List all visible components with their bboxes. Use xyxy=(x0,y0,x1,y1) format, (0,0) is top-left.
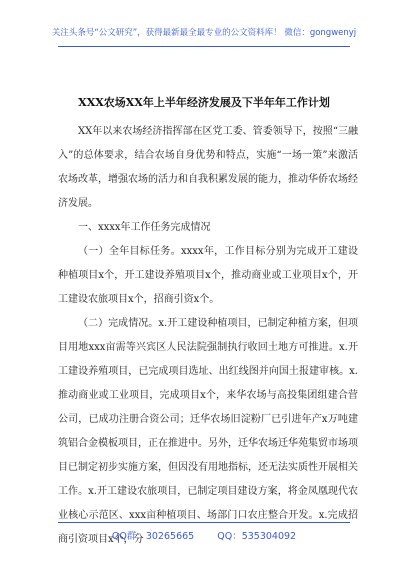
footer-contact xyxy=(0,528,408,542)
header-divider xyxy=(58,46,350,47)
section-heading: 一、xxxx年工作任务完成情况 xyxy=(78,222,211,233)
document-body xyxy=(58,120,358,552)
paragraph-progress: （二）完成情况。x.开工建设种植项目，已制定种植方案，但项目用地xxx亩需等兴宾区人民法院强制执行收回土地方可推进。x.开工建设养殖项目，已完成项目选址、出红线图并向国土报建审核。x.推动商业或工业项目，完成项目x个，来华农场与高投集团组建合营公司，已成功注册合资公司；迁华农场旧淀粉厂已引进年产x万吨建筑铝合金模板项目，正在推进中。另外，迁华农场迁华苑集贸市场项目已制定初步实施方案，但因没有用地指标，还无法实质性开展相关工作。x.开工建设农旅项目，已制定项目建设方案，将金凤凰现代农业核心示范区、xxx亩种植项目、场部门口农庄整合开发。x.完成招商引资项目x个，分 xyxy=(58,318,358,545)
header-banner: 关注头条号“公文研究”，获得最新最全最专业的公文资料库！ 微信：gongwenyj xyxy=(51,28,357,38)
paragraph-targets: （一）全年目标任务。xxxx年，工作目标分别为完成开工建设种植项目x个，开工建设养殖项目x个，推动商业或工业项目x个，开工建设农旅项目x个，招商引资x个。 xyxy=(58,246,358,305)
document-title: XXX农场XX年上半年经济发展及下半年年工作计划 xyxy=(78,96,330,109)
footer-qq-group: QQ群：30265665 xyxy=(111,531,195,542)
footer-qq: QQ：535304092 xyxy=(217,531,297,542)
paragraph-intro: XX年以来农场经济指挥部在区党工委、管委领导下，按照“三融入”的总体要求，结合农场自身优势和特点，实施“一场一策”来激活农场改革，增强农场的活力和自我积累发展的能力，推动华侨农场经济发展。 xyxy=(58,126,358,209)
footer-divider xyxy=(58,522,350,523)
